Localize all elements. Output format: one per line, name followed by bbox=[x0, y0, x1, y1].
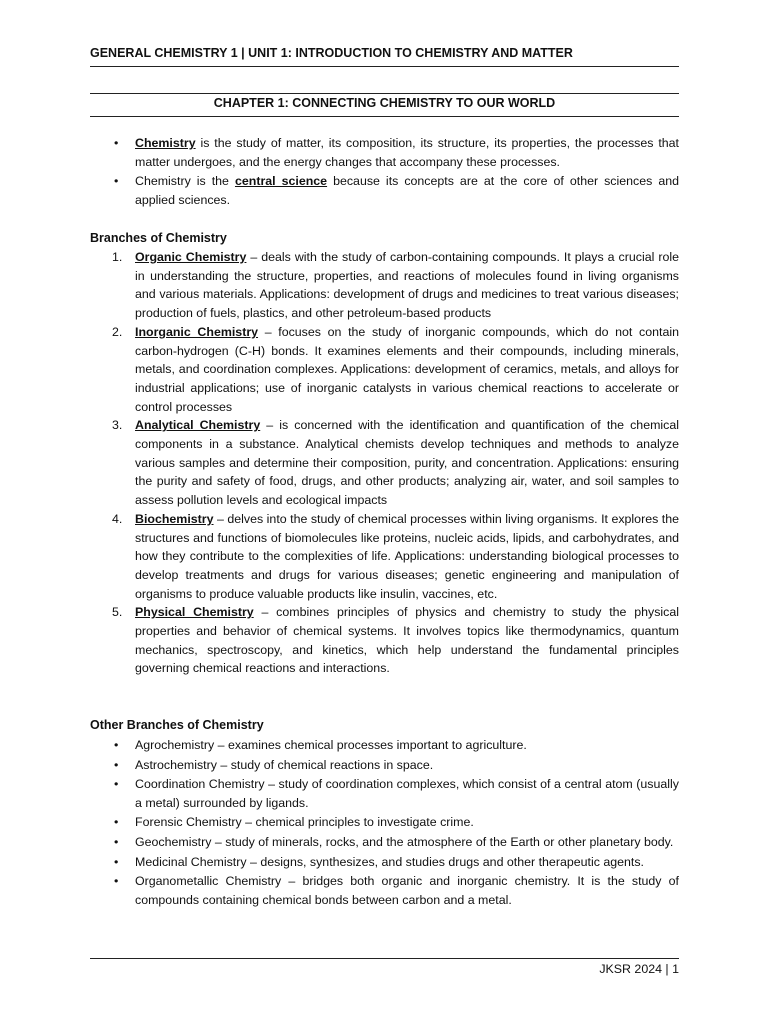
key-term: central science bbox=[234, 174, 328, 189]
list-item bbox=[90, 323, 679, 417]
list-item bbox=[90, 134, 679, 171]
header-rule bbox=[90, 66, 679, 67]
other-branches-heading: Other Branches of Chemistry bbox=[90, 718, 264, 732]
bullet-icon: • bbox=[114, 874, 119, 889]
item-text: because its concepts are at the core of other sciences and applied sciences. bbox=[135, 174, 680, 207]
item-text: – is concerned with the identification and quantification of the chemical components in a substance. Analytical chemists develop techniques and methods to analyze various samples and determine their composition, purity, and concentration. Applications: ensuring the purity and safety of food, drugs, and other products; analyzing air, water, and soil samples to assess pollution levels and ecological impacts bbox=[135, 418, 680, 508]
page-footer: JKSR 2024 | 1 bbox=[599, 962, 679, 976]
footer-rule bbox=[90, 958, 679, 959]
running-header: GENERAL CHEMISTRY 1 | UNIT 1: INTRODUCTION TO CHEMISTRY AND MATTER bbox=[90, 46, 573, 60]
bullet-icon: • bbox=[114, 854, 119, 869]
item-text: – deals with the study of carbon-containing compounds. It plays a crucial role in understanding the structure, properties, and reactions of molecules found in living organisms and various materials. Applications: development of drugs and medicines to treat various diseases; production of fuels, plastics, and other petroleum-based products bbox=[135, 250, 679, 321]
bullet-icon: • bbox=[114, 757, 119, 772]
list-item bbox=[90, 775, 679, 812]
item-text: Coordination Chemistry – study of coordination complexes, which consist of a central atom (usually a metal) surrounded by ligands. bbox=[135, 777, 679, 810]
item-text: – focuses on the study of inorganic compounds, which do not contain carbon-hydrogen (C-H) bonds. It examines elements and their compounds, including minerals, metals, and coordination complexes. Applications: development of ceramics, metals, and alloys for industrial applications; use of inorganic catalysts in various chemical reactions to accelerate or control processes bbox=[135, 324, 679, 414]
chapter-title: CHAPTER 1: CONNECTING CHEMISTRY TO OUR WORLD bbox=[213, 96, 556, 110]
bullet-icon: • bbox=[114, 834, 119, 849]
intro-list bbox=[90, 134, 679, 210]
list-item bbox=[90, 813, 679, 832]
list-item bbox=[90, 872, 679, 909]
list-item bbox=[90, 416, 679, 510]
list-item bbox=[90, 603, 679, 678]
list-item bbox=[90, 756, 679, 775]
bullet-icon: • bbox=[114, 777, 119, 792]
item-text: Agrochemistry – examines chemical processes important to agriculture. bbox=[135, 738, 527, 752]
chapter-top-rule bbox=[90, 93, 679, 94]
item-text-pre: Chemistry is the bbox=[135, 174, 235, 189]
list-item bbox=[90, 833, 679, 852]
item-text: – delves into the study of chemical processes within living organisms. It explores the structures and functions of biomolecules like proteins, nucleic acids, lipids, and carbohydrates, and how they contribute to the complexities of life. Applications: understanding biological processes to develop treatments and drugs for various diseases; genetic engineering and manipulation of organisms to produce valuable products like insulin, vaccines, etc. bbox=[135, 511, 679, 601]
item-number: 4. bbox=[112, 511, 123, 526]
key-term: Analytical Chemistry bbox=[135, 418, 261, 433]
list-item bbox=[90, 736, 679, 755]
item-text: Forensic Chemistry – chemical principles to investigate crime. bbox=[135, 815, 474, 830]
item-number: 1. bbox=[112, 250, 123, 264]
key-term: Organic Chemistry bbox=[135, 250, 247, 264]
item-text: Medicinal Chemistry – designs, synthesizes, and studies drugs and other therapeutic agents. bbox=[135, 854, 644, 869]
bullet-icon: • bbox=[114, 815, 119, 830]
key-term: Biochemistry bbox=[135, 511, 214, 526]
bullet-icon: • bbox=[114, 174, 119, 189]
key-term: Chemistry bbox=[135, 136, 196, 150]
branches-list bbox=[90, 248, 679, 678]
list-item bbox=[90, 853, 679, 872]
item-text: Organometallic Chemistry – bridges both organic and inorganic chemistry. It is the study of compounds containing chemical bonds between carbon and a metal. bbox=[135, 874, 679, 907]
item-text: Geochemistry – study of minerals, rocks, and the atmosphere of the Earth or other planetary body. bbox=[135, 834, 674, 849]
list-item bbox=[90, 248, 679, 323]
chapter-bottom-rule bbox=[90, 116, 679, 117]
other-branches-list bbox=[90, 736, 679, 910]
bullet-icon: • bbox=[114, 136, 119, 150]
list-item bbox=[90, 172, 679, 209]
bullet-icon: • bbox=[114, 738, 119, 752]
item-text: Astrochemistry – study of chemical reactions in space. bbox=[135, 757, 434, 772]
key-term: Inorganic Chemistry bbox=[135, 324, 259, 339]
item-text: – combines principles of physics and chemistry to study the physical properties and behavior of chemical systems. It involves topics like thermodynamics, quantum mechanics, spectroscopy, and kinetics, which help understand the fundamental principles governing chemical reactions and interactions. bbox=[135, 605, 679, 676]
key-term: Physical Chemistry bbox=[135, 605, 254, 620]
list-item bbox=[90, 510, 679, 604]
item-text: is the study of matter, its composition, its structure, its properties, the processes that matter undergoes, and the energy changes that accompany these processes. bbox=[135, 136, 679, 169]
branches-heading: Branches of Chemistry bbox=[90, 231, 227, 245]
item-number: 5. bbox=[112, 605, 123, 620]
item-number: 3. bbox=[112, 418, 123, 433]
item-number: 2. bbox=[112, 324, 123, 339]
